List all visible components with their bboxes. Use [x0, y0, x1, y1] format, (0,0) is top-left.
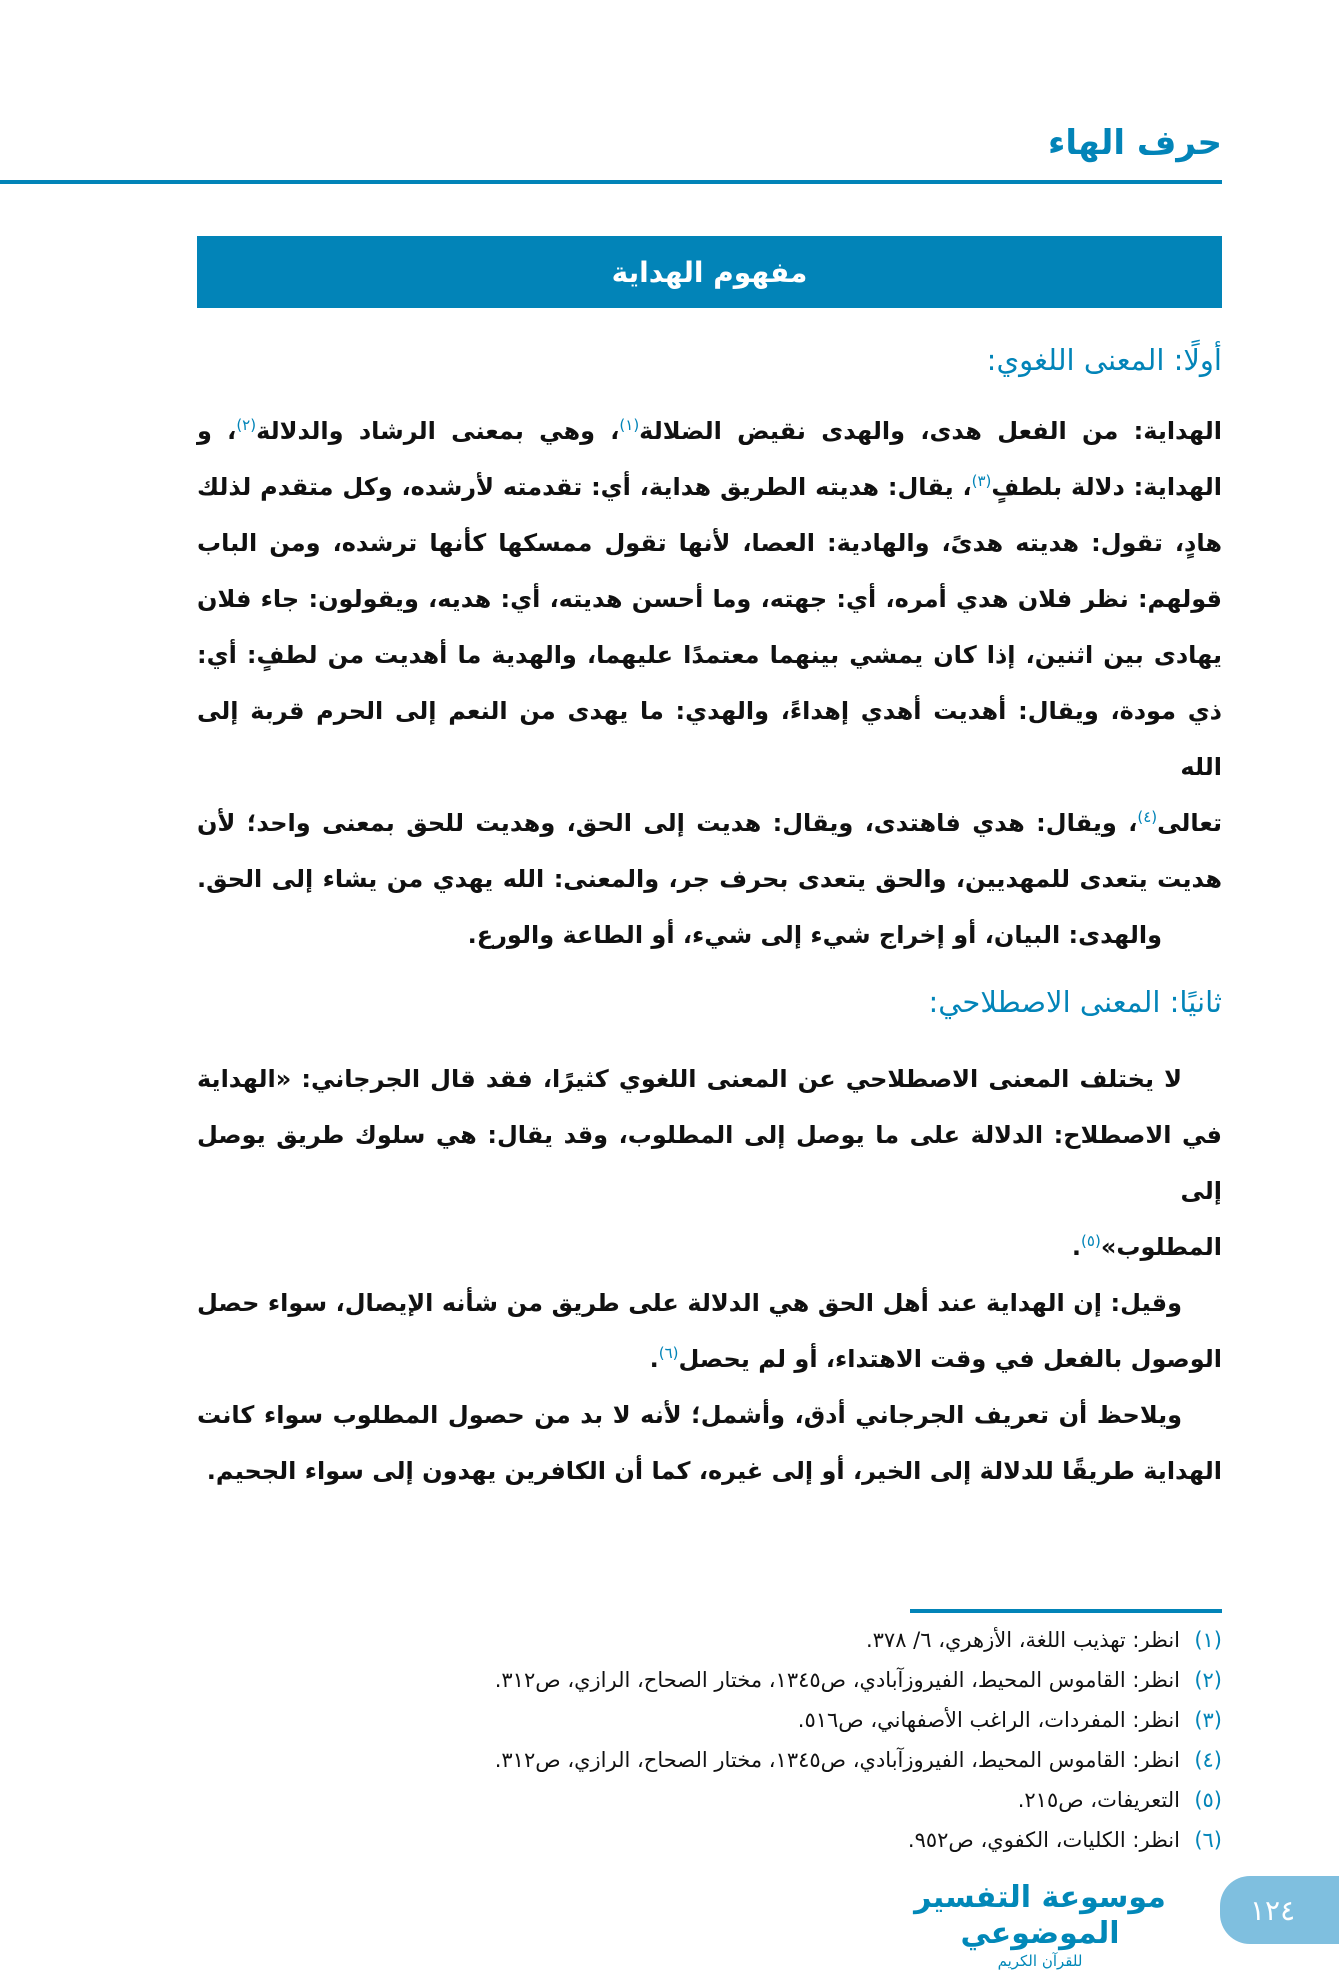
- footnote-ref[interactable]: (٣): [971, 472, 992, 490]
- text-segment: هديت يتعدى للمهديين، والحق يتعدى بحرف جر، والمعنى: الله يهدي من يشاء إلى الحق.: [197, 865, 1222, 893]
- linguistic-meaning-text: [197, 403, 1222, 963]
- footnote-ref[interactable]: (٥): [1081, 1232, 1101, 1250]
- footnote-item: [197, 1740, 1222, 1780]
- footnote-rule: [910, 1609, 1222, 1613]
- text-segment: يهادى بين اثنين، إذا كان يمشي بينهما معتمدًا عليهما، والهدية ما أهديت من لطفٍ: أي:: [197, 641, 1222, 669]
- footnotes: [197, 1620, 1222, 1860]
- section-heading-terminological: ثانيًا: المعنى الاصطلاحي:: [928, 985, 1222, 1019]
- text-line: [197, 907, 1222, 963]
- page-number-badge: [1220, 1876, 1339, 1944]
- footnote-ref[interactable]: (٤): [1137, 808, 1158, 826]
- page-title: مفهوم الهداية: [611, 255, 808, 289]
- footnote-item: [197, 1660, 1222, 1700]
- text-segment: ويلاحظ أن تعريف الجرجاني أدق، وأشمل؛ لأنه لا بد من حصول المطلوب سواء كانت: [197, 1401, 1182, 1429]
- text-line: [197, 795, 1222, 851]
- footnote-item: [197, 1820, 1222, 1860]
- footnote-ref[interactable]: (٢): [236, 416, 257, 434]
- footnote-text: انظر: القاموس المحيط، الفيروزآبادي، ص١٣٤٥، مختار الصحاح، الرازي، ص٣١٢.: [494, 1668, 1180, 1692]
- text-segment: والهدى: البيان، أو إخراج شيء إلى شيء، أو الطاعة والورع.: [467, 921, 1162, 949]
- footnote-item: [197, 1620, 1222, 1660]
- text-segment: هادٍ، تقول: هديته هدىً، والهادية: العصا، لأنها تقول ممسكها كأنها ترشده، ومن الباب: [197, 529, 1222, 557]
- text-segment: ، وهي بمعنى الرشاد والدلالة: [256, 417, 620, 445]
- footnote-ref[interactable]: (١): [619, 416, 640, 434]
- text-segment: الهداية طريقًا للدلالة إلى الخير، أو إلى غيره، كما أن الكافرين يهدون إلى سواء الجحيم.: [206, 1457, 1222, 1485]
- text-line: [197, 571, 1222, 627]
- text-line: [197, 1331, 1222, 1387]
- text-line: [197, 851, 1222, 907]
- footnote-number: (٥): [1194, 1788, 1222, 1812]
- text-line: [197, 1107, 1222, 1219]
- text-line: [197, 1443, 1222, 1499]
- encyclopedia-logo: [880, 1880, 1200, 1970]
- text-segment: .: [1071, 1233, 1082, 1261]
- page-footer: [0, 1876, 1339, 1976]
- page-number: ١٢٤: [1250, 1893, 1296, 1927]
- text-segment: في الاصطلاح: الدلالة على ما يوصل إلى المطلوب، وقد يقال: هي سلوك طريق يوصل إلى: [197, 1121, 1222, 1205]
- footnote-number: (٢): [1194, 1668, 1222, 1692]
- terminological-meaning-text: [197, 1051, 1222, 1499]
- footnote-item: [197, 1700, 1222, 1740]
- title-banner: [197, 236, 1222, 308]
- text-line: [197, 683, 1222, 795]
- text-line: [197, 627, 1222, 683]
- text-line: [197, 403, 1222, 459]
- footnote-item: [197, 1780, 1222, 1820]
- text-segment: المطلوب»: [1100, 1233, 1222, 1261]
- text-segment: الهداية: دلالة بلطفٍ: [991, 473, 1222, 501]
- footnote-number: (١): [1194, 1628, 1222, 1652]
- chapter-title: حرف الهاء: [1047, 123, 1222, 163]
- footnote-text: انظر: المفردات، الراغب الأصفهاني، ص٥١٦.: [797, 1708, 1180, 1732]
- text-segment: ، و: [197, 417, 237, 445]
- text-line: [197, 515, 1222, 571]
- text-line: [197, 1051, 1222, 1107]
- text-segment: وقيل: إن الهداية عند أهل الحق هي الدلالة على طريق من شأنه الإيصال، سواء حصل: [197, 1289, 1182, 1317]
- text-segment: الهداية: من الفعل هدى، والهدى نقيض الضلالة: [639, 417, 1223, 445]
- text-line: [197, 1275, 1222, 1331]
- footnote-text: انظر: القاموس المحيط، الفيروزآبادي، ص١٣٤٥، مختار الصحاح، الرازي، ص٣١٢.: [494, 1748, 1180, 1772]
- footnote-text: انظر: تهذيب اللغة، الأزهري، ٦/ ٣٧٨.: [865, 1628, 1180, 1652]
- text-segment: لا يختلف المعنى الاصطلاحي عن المعنى اللغوي كثيرًا، فقد قال الجرجاني: «الهداية: [197, 1065, 1182, 1093]
- footnote-number: (٤): [1194, 1748, 1222, 1772]
- text-segment: ، يقال: هديته الطريق هداية، أي: تقدمته لأرشده، وكل متقدم لذلك: [197, 473, 972, 501]
- text-segment: قولهم: نظر فلان هدي أمره، أي: جهته، وما أحسن هديته، أي: هديه، ويقولون: جاء فلان: [197, 585, 1222, 613]
- logo-sub-text: للقرآن الكريم: [997, 1952, 1083, 1970]
- text-line: [197, 1387, 1222, 1443]
- footnote-number: (٦): [1194, 1828, 1222, 1852]
- text-line: [197, 459, 1222, 515]
- logo-main-text: موسوعة التفسير الموضوعي: [914, 1880, 1166, 1951]
- text-segment: تعالى: [1157, 809, 1222, 837]
- header-rule: [0, 180, 1222, 184]
- footnote-number: (٣): [1194, 1708, 1222, 1732]
- section-heading-linguistic: أولًا: المعنى اللغوي:: [986, 343, 1222, 377]
- footnote-text: التعريفات، ص٢١٥.: [1017, 1788, 1180, 1812]
- text-segment: الوصول بالفعل في وقت الاهتداء، أو لم يحصل: [678, 1345, 1222, 1373]
- text-segment: ذي مودة، ويقال: أهديت أهدي إهداءً، والهدي: ما يهدى من النعم إلى الحرم قربة إلى الله: [197, 697, 1222, 781]
- text-segment: .: [649, 1345, 659, 1373]
- footnote-ref[interactable]: (٦): [658, 1344, 679, 1362]
- footnote-text: انظر: الكليات، الكفوي، ص٩٥٢.: [907, 1828, 1180, 1852]
- text-segment: ، ويقال: هدي فاهتدى، ويقال: هديت إلى الحق، وهديت للحق بمعنى واحد؛ لأن: [197, 809, 1138, 837]
- text-line: [197, 1219, 1222, 1275]
